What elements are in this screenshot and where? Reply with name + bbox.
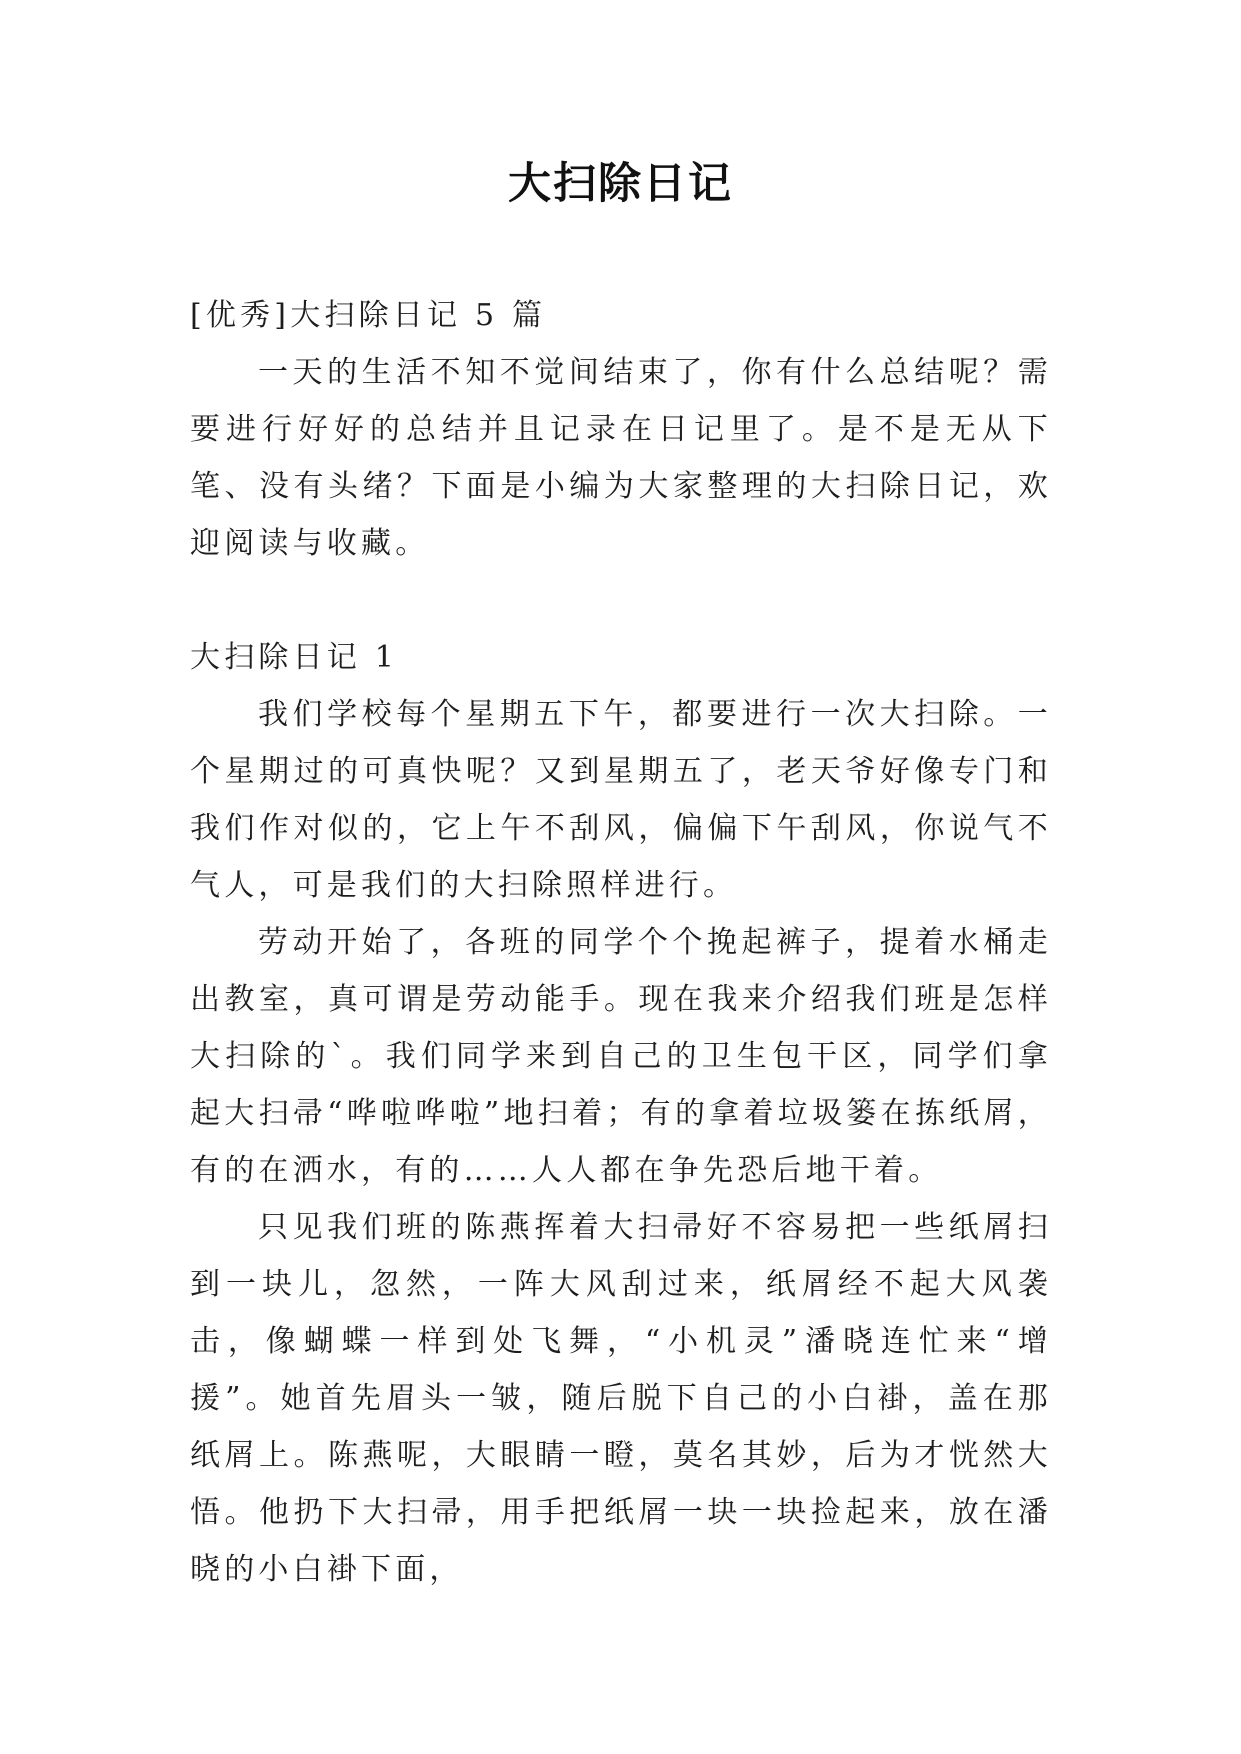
section-heading: 大扫除日记 1 — [190, 640, 399, 675]
document-title: 大扫除日记 — [508, 159, 733, 209]
body-paragraph: 劳动开始了，各班的同学个个挽起裤子，提着水桶走出教室，真可谓是劳动能手。现在我来介绍我们班是怎样大扫除的`。我们同学来到自己的卫生包干区，同学们拿起大扫帚“哗啦哗啦”地扫着；有的拿着垃圾篓在拣纸屑，有的在洒水，有的……人人都在争先恐后地干着。 — [190, 925, 1052, 1188]
document-subtitle: [优秀]大扫除日记 5 篇 — [190, 298, 547, 333]
document-body — [190, 287, 1052, 1598]
intro-paragraph: 一天的生活不知不觉间结束了，你有什么总结呢？需要进行好好的总结并且记录在日记里了。是不是无从下笔、没有头绪？下面是小编为大家整理的大扫除日记，欢迎阅读与收藏。 — [190, 355, 1052, 561]
body-paragraph: 我们学校每个星期五下午，都要进行一次大扫除。一个星期过的可真快呢？又到星期五了，老天爷好像专门和我们作对似的，它上午不刮风，偏偏下午刮风，你说气不气人，可是我们的大扫除照样进行。 — [190, 697, 1052, 903]
body-paragraph: 只见我们班的陈燕挥着大扫帚好不容易把一些纸屑扫到一块儿，忽然，一阵大风刮过来，纸屑经不起大风袭击，像蝴蝶一样到处飞舞，“小机灵”潘晓连忙来“增援”。她首先眉头一皱，随后脱下自己的小白褂，盖在那纸屑上。陈燕呢，大眼睛一瞪，莫名其妙，后为才恍然大悟。他扔下大扫帚，用手把纸屑一块一块捡起来，放在潘晓的小白褂下面， — [190, 1210, 1052, 1587]
section-spacer — [190, 572, 1052, 629]
